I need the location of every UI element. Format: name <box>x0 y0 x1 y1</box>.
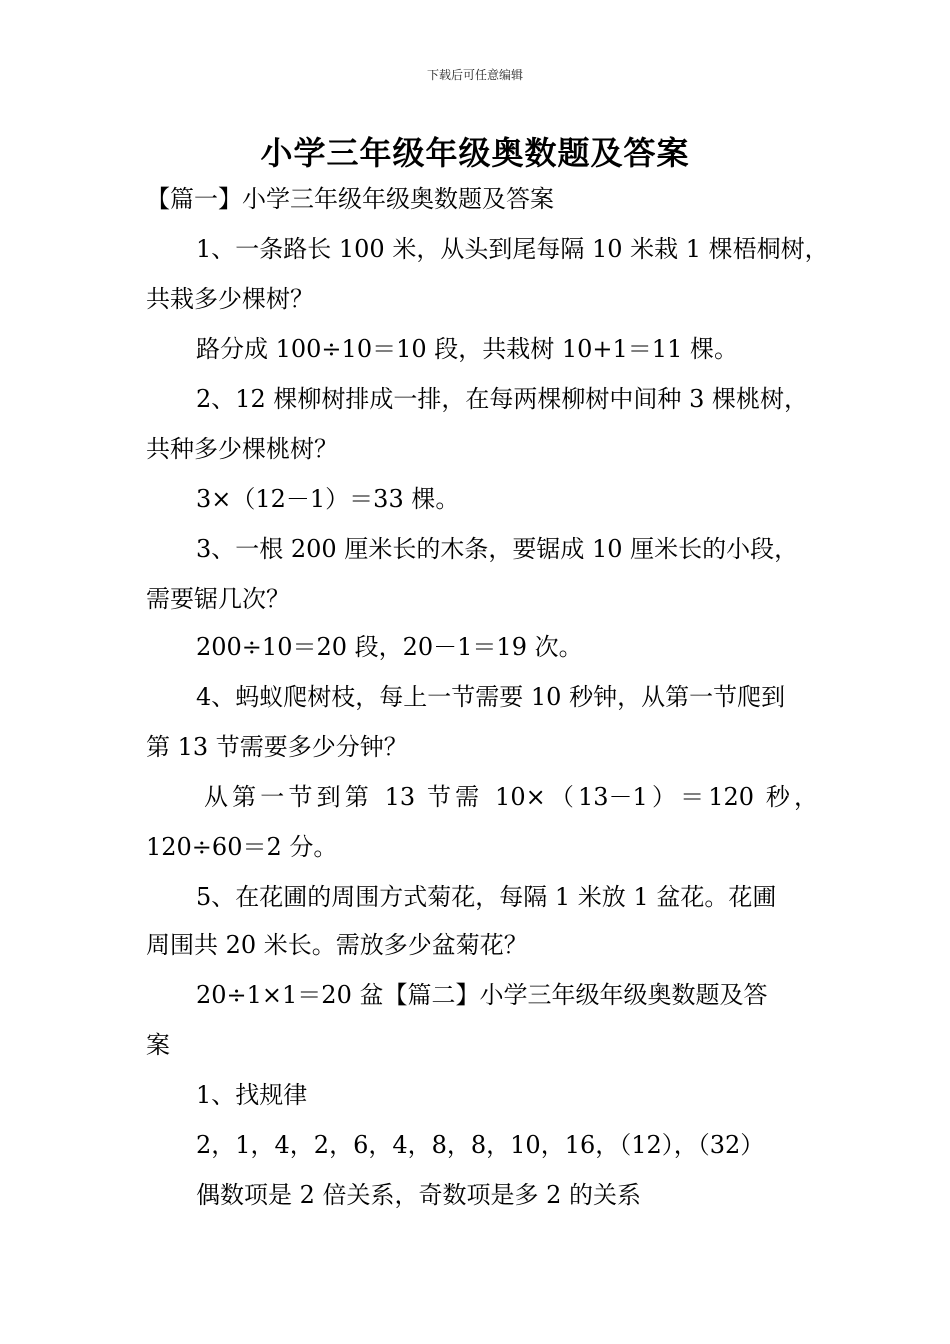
paragraph-line: 2、12 棵柳树排成一排，在每两棵柳树中间种 3 棵桃树， <box>196 385 808 413</box>
paragraph-line: 需要锯几次？ <box>146 585 290 613</box>
paragraph-line: 共种多少棵桃树？ <box>146 435 338 463</box>
answer-line: 3×（12－1）＝33 棵。 <box>196 485 460 513</box>
answer-line: 20÷1×1＝20 盆【篇二】小学三年级年级奥数题及答 <box>196 981 768 1009</box>
paragraph-line: 5、在花圃的周围方式菊花，每隔 1 米放 1 盆花。花圃 <box>196 883 777 911</box>
section-heading-1: 【篇一】小学三年级年级奥数题及答案 <box>146 185 554 213</box>
paragraph-line: 周围共 20 米长。需放多少盆菊花？ <box>146 931 528 959</box>
paragraph-line: 1、一条路长 100 米，从头到尾每隔 10 米栽 1 棵梧桐树， <box>196 235 829 263</box>
answer-line: 路分成 100÷10＝10 段，共栽树 10+1＝11 棵。 <box>196 335 738 363</box>
paragraph-line: 3、一根 200 厘米长的木条，要锯成 10 厘米长的小段， <box>196 535 799 563</box>
answer-line: 偶数项是 2 倍关系，奇数项是多 2 的关系 <box>196 1181 642 1209</box>
paragraph-line: 4、蚂蚁爬树枝，每上一节需要 10 秒钟，从第一节爬到 <box>196 683 786 711</box>
paragraph-line: 第 13 节需要多少分钟？ <box>146 733 408 761</box>
paragraph-line: 案 <box>146 1031 170 1059</box>
answer-line: 120÷60＝2 分。 <box>146 833 338 861</box>
paragraph-line: 共栽多少棵树？ <box>146 285 314 313</box>
document-title: 小学三年级年级奥数题及答案 <box>260 134 690 172</box>
sequence-line: 2，1，4，2，6，4，8，8，10，16，（12），（32） <box>196 1131 765 1159</box>
page-header: 下载后可任意编辑 <box>426 68 523 82</box>
answer-line: 从第一节到第 13 节需 10×（13－1）＝120 秒， <box>204 783 818 811</box>
answer-line: 200÷10＝20 段，20－1＝19 次。 <box>196 633 583 661</box>
section-subheading: 1、找规律 <box>196 1081 308 1109</box>
